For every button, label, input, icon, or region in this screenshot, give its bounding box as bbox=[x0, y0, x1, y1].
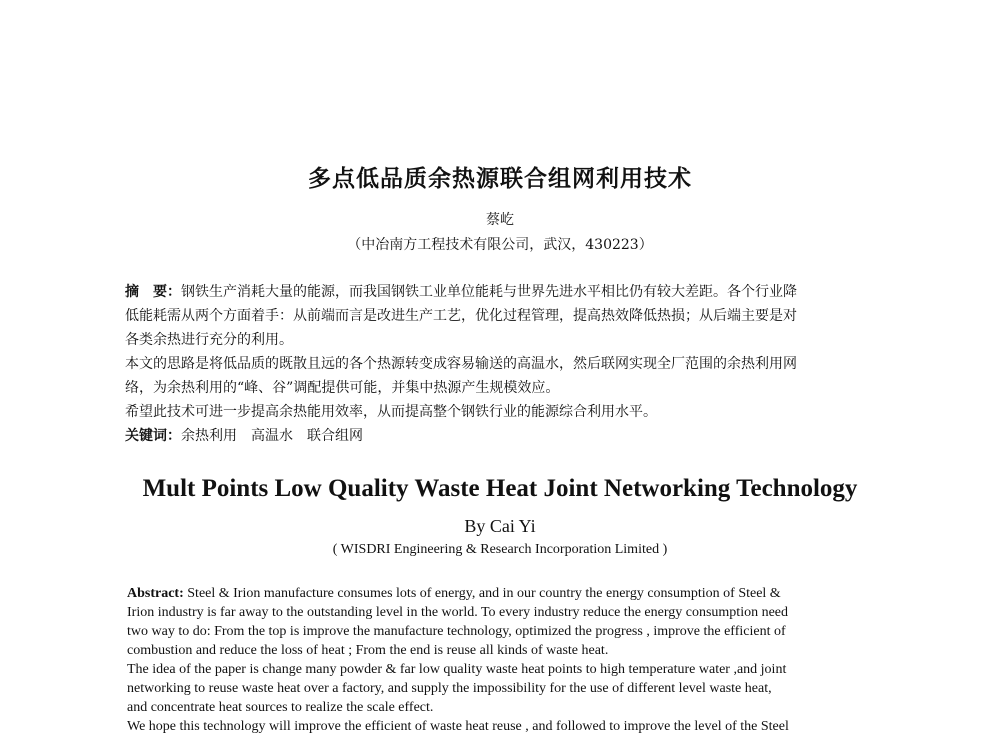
english-author: By Cai Yi bbox=[464, 516, 536, 536]
chinese-abstract-line: 希望此技术可进一步提高余热能用效率，从而提高整个钢铁行业的能源综合利用水平。 bbox=[125, 404, 657, 420]
english-abstract-line: networking to reuse waste heat over a factory, and supply the impossibility for the use of different level waste heat, bbox=[127, 681, 772, 696]
english-abstract-text: Steel & Irion manufacture consumes lots of energy, and in our country the energy consumption of Steel & bbox=[183, 586, 781, 601]
chinese-abstract-line: 络，为余热利用的“峰、谷”调配提供可能，并集中热源产生规模效应。 bbox=[125, 380, 560, 396]
chinese-abstract-line: 本文的思路是将低品质的既散且远的各个热源转变成容易输送的高温水，然后联网实现全厂范围的余热利用网 bbox=[125, 356, 797, 372]
chinese-abstract-line: 低能耗需从两个方面着手：从前端而言是改进生产工艺，优化过程管理，提高热效降低热损；从后端主要是对 bbox=[125, 308, 797, 324]
english-abstract-line: The idea of the paper is change many powder & far low quality waste heat points to high temperature water ,and joint bbox=[127, 662, 787, 677]
english-abstract-label: Abstract: bbox=[127, 586, 184, 601]
chinese-keywords-label: 关键词： bbox=[125, 428, 181, 444]
english-abstract-line: Irion industry is far away to the outstanding level in the world. To every industry reduce the energy consumption need bbox=[127, 605, 789, 620]
chinese-author: 蔡屹 bbox=[486, 212, 514, 228]
chinese-abstract-line bbox=[125, 280, 860, 304]
chinese-abstract bbox=[125, 280, 860, 448]
chinese-keywords bbox=[125, 424, 860, 448]
chinese-keywords-text: 余热利用 高温水 联合组网 bbox=[181, 428, 363, 444]
chinese-abstract-text: 钢铁生产消耗大量的能源，而我国钢铁工业单位能耗与世界先进水平相比仍有较大差距。各个行业降 bbox=[181, 284, 797, 300]
english-title: Mult Points Low Quality Waste Heat Joint Networking Technology bbox=[142, 475, 858, 502]
chinese-abstract-line: 各类余热进行充分的利用。 bbox=[125, 332, 293, 348]
english-abstract-line: We hope this technology will improve the efficient of waste heat reuse , and followed to improve the level of the Steel bbox=[127, 719, 789, 734]
english-abstract bbox=[127, 584, 862, 735]
english-affiliation: ( WISDRI Engineering & Research Incorporation Limited ) bbox=[332, 542, 668, 557]
english-abstract-line: two way to do: From the top is improve the manufacture technology, optimized the progress , improve the efficient of bbox=[127, 624, 786, 639]
english-abstract-line: and concentrate heat sources to realize the scale effect. bbox=[127, 700, 434, 715]
chinese-affiliation: （中冶南方工程技术有限公司，武汉，430223） bbox=[347, 237, 653, 253]
chinese-title: 多点低品质余热源联合组网利用技术 bbox=[308, 166, 692, 192]
english-abstract-line bbox=[127, 584, 862, 603]
english-abstract-line: combustion and reduce the loss of heat ; From the end is reuse all kinds of waste heat. bbox=[127, 643, 609, 658]
chinese-abstract-label: 摘 要： bbox=[125, 284, 181, 300]
